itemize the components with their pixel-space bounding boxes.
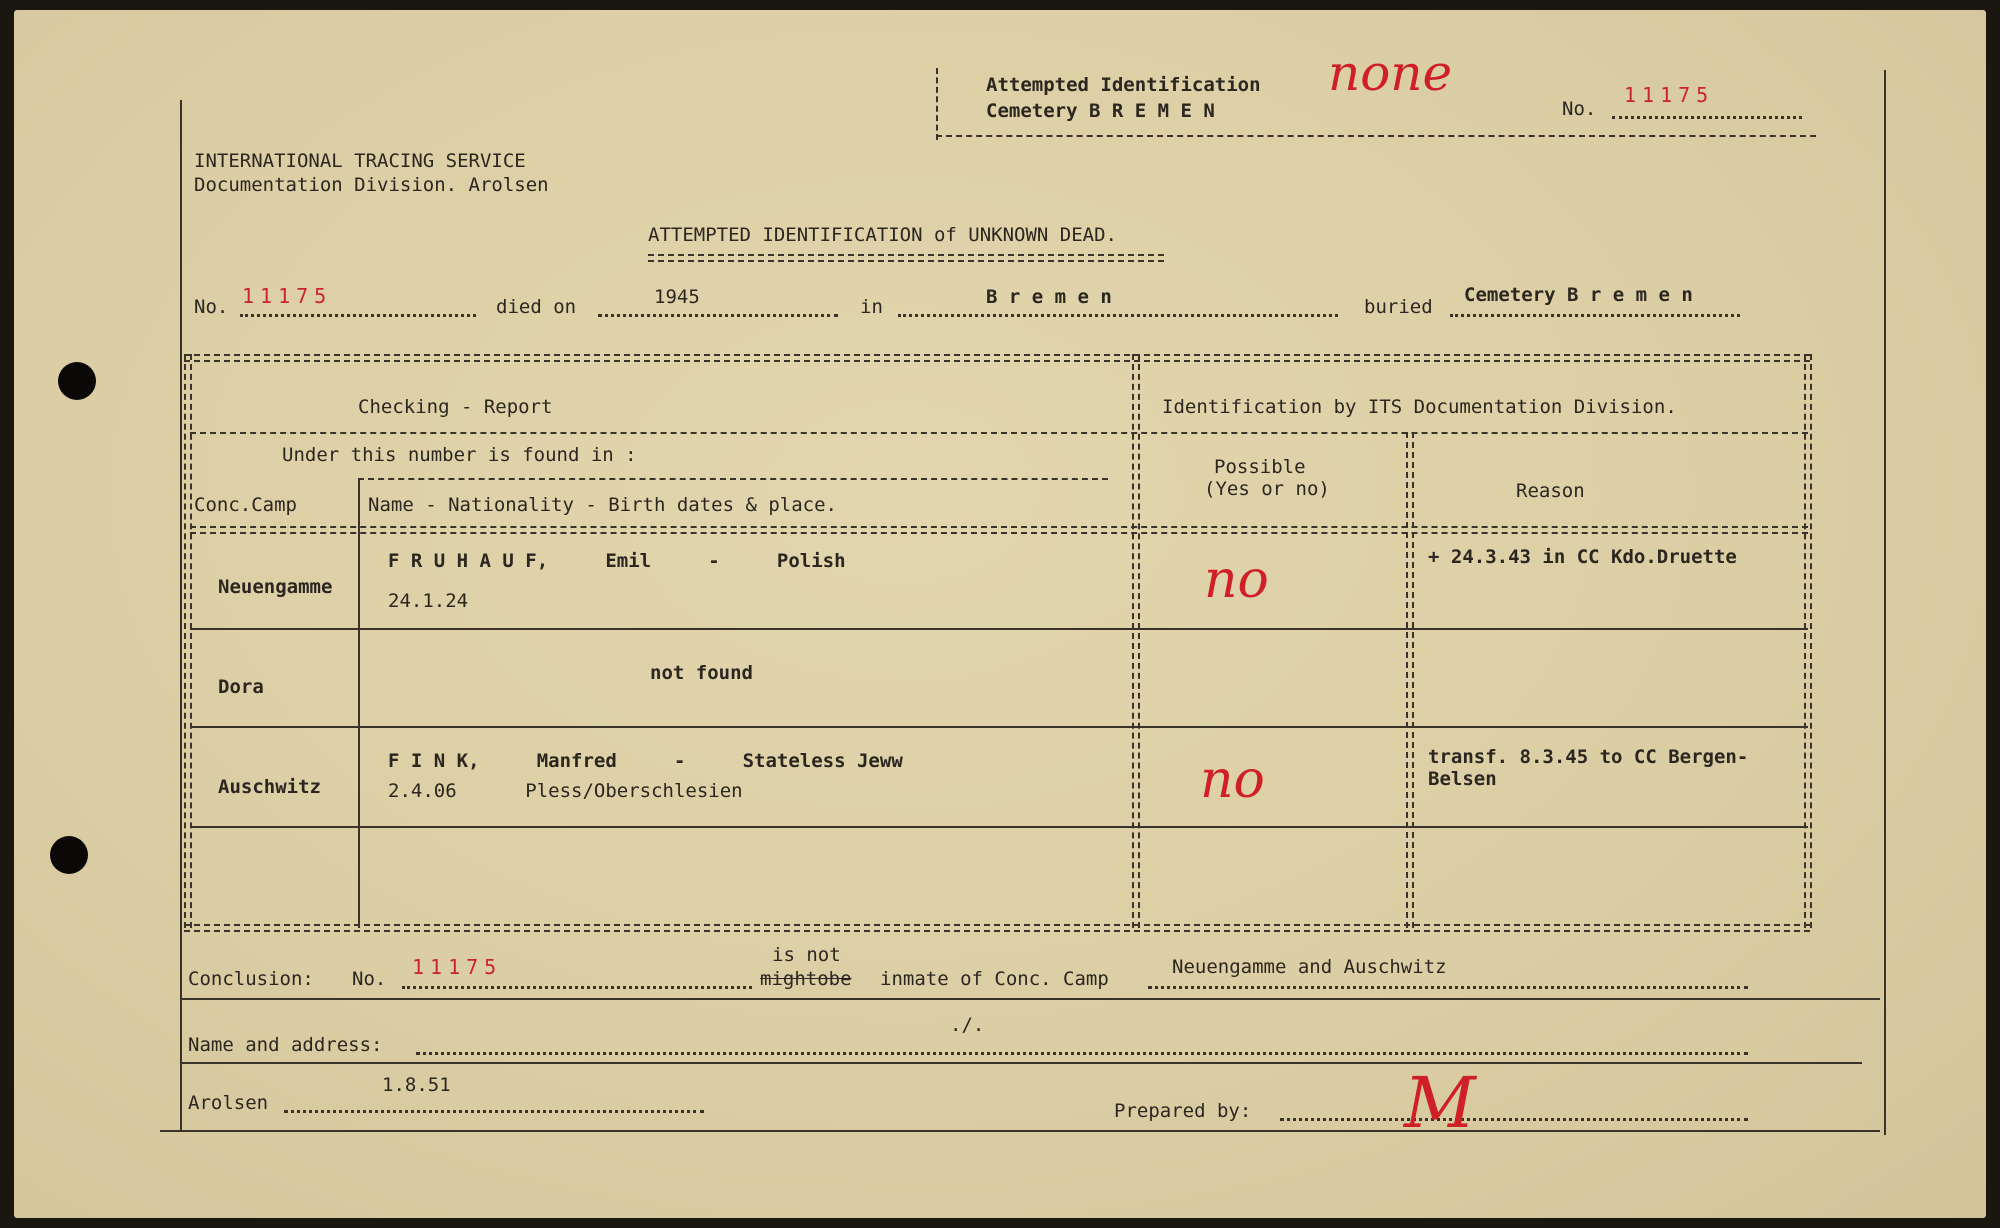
left-border bbox=[180, 100, 182, 1130]
record-no-value: 11175 bbox=[242, 284, 333, 308]
footer-place: Arolsen bbox=[188, 1092, 269, 1114]
table-colheader-rule bbox=[190, 526, 1808, 534]
table-subheader-rule bbox=[358, 478, 1108, 480]
table-row1-rule bbox=[190, 628, 1808, 630]
table-top bbox=[184, 354, 1810, 362]
conclusion-rule bbox=[182, 998, 1880, 1000]
title-underline bbox=[648, 254, 1164, 262]
header-no-dots bbox=[1612, 116, 1802, 119]
identification-header: Identification by ITS Documentation Division. bbox=[1162, 396, 1677, 418]
header-box-divider bbox=[936, 68, 938, 140]
table-row3-rule bbox=[190, 826, 1808, 828]
row3-possible: no bbox=[1200, 750, 1265, 810]
column-reason: Reason bbox=[1516, 480, 1585, 502]
document-card bbox=[14, 10, 1986, 1218]
row1-name-line1: F R U H A U F, Emil - Polish bbox=[388, 550, 846, 572]
in-label: in bbox=[860, 296, 883, 318]
name-address-rule bbox=[182, 1062, 1862, 1064]
table-bottom bbox=[184, 924, 1810, 932]
checking-report-header: Checking - Report bbox=[358, 396, 553, 418]
record-no-label: No. bbox=[194, 296, 229, 318]
conclusion-label: Conclusion: bbox=[188, 968, 314, 990]
issuer-line-1: INTERNATIONAL TRACING SERVICE bbox=[194, 150, 526, 172]
row2-camp: Dora bbox=[218, 676, 264, 698]
conclusion-is-not: is not bbox=[772, 944, 841, 966]
punch-hole-top bbox=[58, 362, 96, 400]
row1-camp: Neuengamme bbox=[218, 576, 333, 598]
conclusion-struck-text: mightobe bbox=[760, 968, 852, 990]
row3-name-line1: F I N K, Manfred - Stateless Jeww bbox=[388, 750, 903, 772]
right-border bbox=[1884, 70, 1886, 1135]
column-possible-2: (Yes or no) bbox=[1204, 478, 1330, 500]
row1-reason-line1: + 24.3.43 in CC Kdo.Druette bbox=[1428, 546, 1737, 568]
conclusion-camps-dots bbox=[1148, 986, 1748, 989]
handwritten-none: none bbox=[1328, 44, 1453, 102]
table-reason-divider bbox=[1406, 432, 1414, 928]
buried-label: buried bbox=[1364, 296, 1433, 318]
in-dots bbox=[898, 314, 1338, 317]
buried-dots bbox=[1450, 314, 1740, 317]
header-no-label: No. bbox=[1562, 98, 1597, 120]
record-no-dots bbox=[240, 314, 476, 317]
name-address-value: ./. bbox=[950, 1014, 985, 1036]
bottom-border bbox=[160, 1130, 1880, 1132]
buried-value: Cemetery B r e m e n bbox=[1464, 284, 1693, 306]
conclusion-no-dots bbox=[402, 986, 752, 989]
in-value: B r e m e n bbox=[986, 286, 1112, 308]
conclusion-inmate-text: inmate of Conc. Camp bbox=[880, 968, 1109, 990]
footer-place-dots bbox=[284, 1110, 704, 1113]
signature: M bbox=[1404, 1062, 1476, 1144]
row3-reason-line2: Belsen bbox=[1428, 768, 1497, 790]
prepared-label: Prepared by: bbox=[1114, 1100, 1252, 1122]
punch-hole-bottom bbox=[50, 836, 88, 874]
column-possible-1: Possible bbox=[1214, 456, 1306, 478]
header-box-underline bbox=[936, 135, 1816, 137]
header-line-1: Attempted Identification bbox=[986, 74, 1261, 96]
column-name: Name - Nationality - Birth dates & place. bbox=[368, 494, 837, 516]
row1-possible: no bbox=[1204, 550, 1269, 610]
row3-reason-line1: transf. 8.3.45 to CC Bergen- bbox=[1428, 746, 1749, 768]
table-row2-rule bbox=[190, 726, 1808, 728]
name-address-dots bbox=[416, 1052, 1748, 1055]
row3-camp: Auschwitz bbox=[218, 776, 321, 798]
table-left bbox=[184, 354, 192, 928]
table-camp-divider bbox=[358, 478, 360, 928]
table-header-rule bbox=[190, 432, 1808, 434]
issuer-line-2: Documentation Division. Arolsen bbox=[194, 174, 549, 196]
died-dots bbox=[598, 314, 838, 317]
conclusion-no-label: No. bbox=[352, 968, 387, 990]
prepared-dots bbox=[1280, 1118, 1748, 1121]
name-address-label: Name and address: bbox=[188, 1034, 383, 1056]
conclusion-no-value: 11175 bbox=[412, 955, 503, 979]
row3-name-line2: 2.4.06 Pless/Oberschlesien bbox=[388, 780, 743, 802]
header-no-value: 11175 bbox=[1624, 83, 1715, 107]
table-right bbox=[1804, 354, 1812, 928]
died-label: died on bbox=[496, 296, 577, 318]
died-value: 1945 bbox=[654, 286, 700, 308]
row2-name-line1: not found bbox=[650, 662, 753, 684]
row1-name-line2: 24.1.24 bbox=[388, 590, 469, 612]
table-middle bbox=[1132, 354, 1140, 928]
header-line-2: Cemetery B R E M E N bbox=[986, 100, 1215, 122]
conclusion-camps: Neuengamme and Auschwitz bbox=[1172, 956, 1447, 978]
document-title: ATTEMPTED IDENTIFICATION of UNKNOWN DEAD. bbox=[648, 224, 1117, 246]
column-camp: Conc.Camp bbox=[194, 494, 297, 516]
footer-date: 1.8.51 bbox=[382, 1074, 451, 1096]
table-subheader: Under this number is found in : bbox=[282, 444, 637, 466]
